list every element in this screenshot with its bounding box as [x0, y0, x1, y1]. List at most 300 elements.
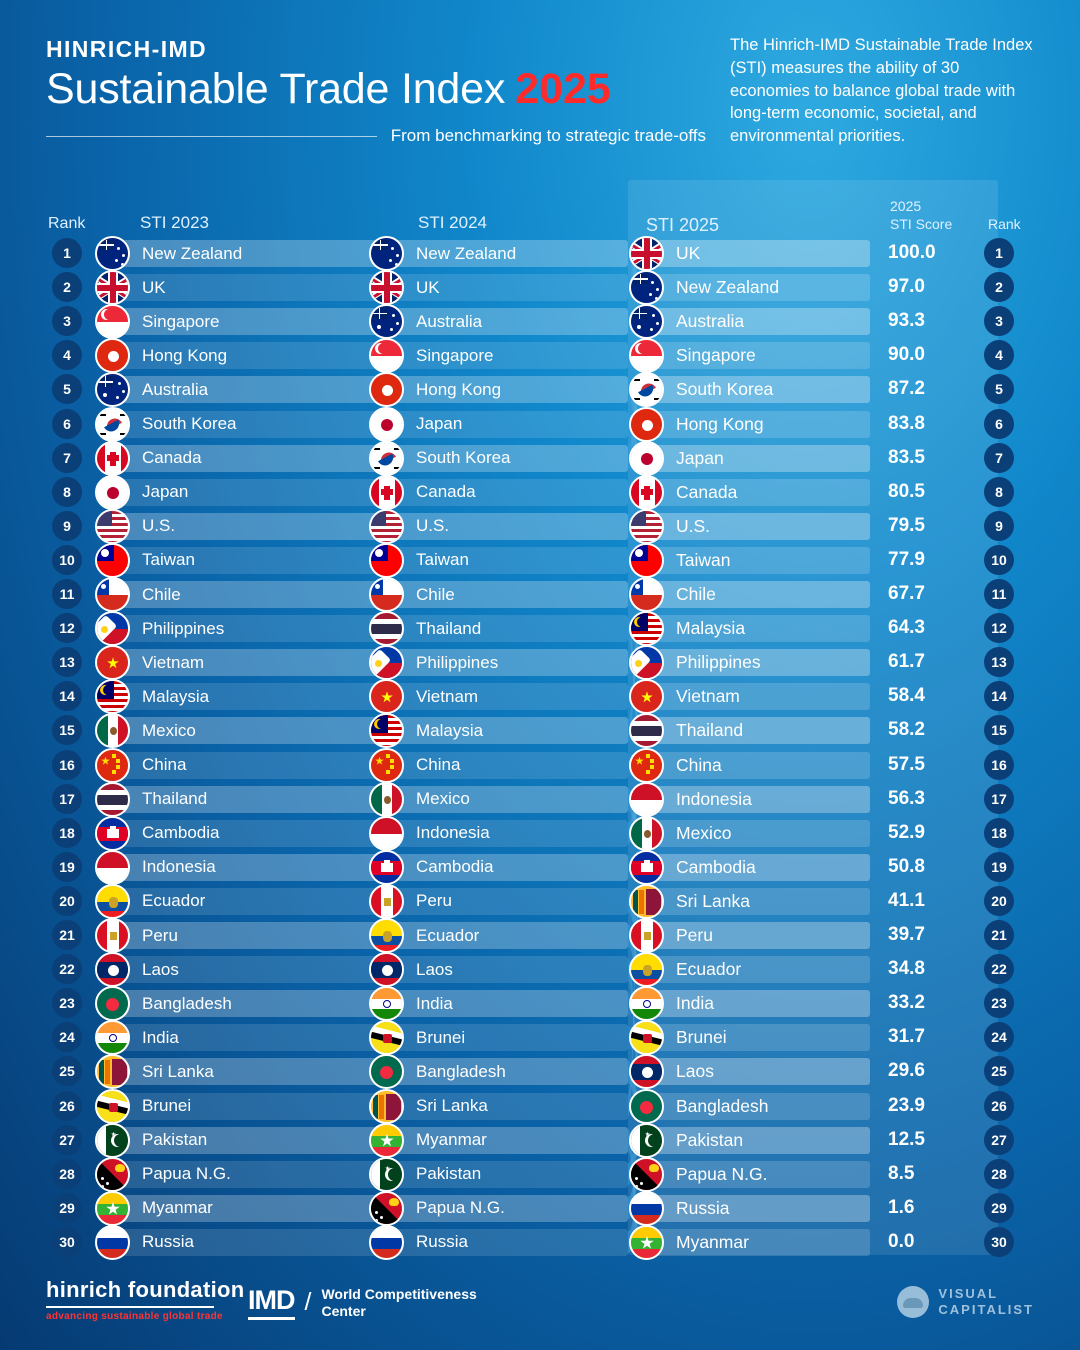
- country-label: Peru: [676, 925, 713, 945]
- country-label: Cambodia: [142, 823, 220, 843]
- table-row: [380, 1229, 628, 1256]
- table-row: [380, 1093, 628, 1120]
- rank-badge-left: 18: [52, 818, 82, 848]
- country-label: Philippines: [142, 618, 225, 638]
- rank-badge-right: 26: [984, 1091, 1014, 1121]
- table-row: [380, 479, 628, 506]
- table-row: [380, 342, 628, 369]
- rank-badge-right: 28: [984, 1159, 1014, 1189]
- flag-icon: [629, 884, 664, 919]
- country-label: Australia: [676, 311, 745, 332]
- sti-score-value: 12.5: [888, 1128, 925, 1150]
- hinrich-tagline: advancing sustainable global trade: [46, 1311, 223, 1322]
- country-label: South Korea: [676, 379, 774, 400]
- country-label: Philippines: [676, 652, 761, 673]
- country-label: Hong Kong: [416, 379, 502, 399]
- country-label: Brunei: [676, 1027, 727, 1048]
- flag-icon: [95, 713, 130, 748]
- table-row: [106, 581, 381, 608]
- country-label: Canada: [416, 482, 476, 502]
- flag-icon: [95, 270, 130, 305]
- table-row: [106, 240, 381, 267]
- flag-icon: [629, 407, 664, 442]
- imd-center-name: [321, 1286, 476, 1318]
- country-label: Mexico: [676, 822, 732, 843]
- flag-icon: [629, 338, 664, 373]
- table-row: [640, 1229, 870, 1256]
- table-row: [380, 820, 628, 847]
- flag-icon: [95, 952, 130, 987]
- country-label: Peru: [416, 891, 452, 911]
- country-label: UK: [416, 277, 440, 297]
- table-row: [640, 342, 870, 369]
- rank-badge-right: 24: [984, 1022, 1014, 1052]
- table-row: [640, 820, 870, 847]
- table-row: [640, 717, 870, 744]
- flag-icon: [629, 270, 664, 305]
- flag-icon: [629, 611, 664, 646]
- country-label: Laos: [416, 959, 453, 979]
- table-row: [106, 376, 381, 403]
- country-label: Sri Lanka: [416, 1096, 488, 1115]
- sti-score-value: 90.0: [888, 344, 925, 366]
- flag-icon: [369, 748, 404, 783]
- sti-score-value: 39.7: [888, 924, 925, 945]
- rank-badge-right: 5: [984, 374, 1014, 404]
- country-label: U.S.: [142, 516, 176, 536]
- visual-capitalist-icon: [897, 1286, 929, 1318]
- country-label: Indonesia: [416, 823, 490, 843]
- flag-icon: [95, 1020, 130, 1055]
- table-row: [640, 1093, 870, 1120]
- sti-score-value: 34.8: [888, 958, 925, 980]
- flag-icon: [95, 441, 130, 476]
- country-label: UK: [142, 277, 166, 297]
- country-label: Australia: [142, 379, 209, 399]
- table-row: [380, 445, 628, 472]
- table-row: [380, 1161, 628, 1188]
- rank-badge-left: 3: [52, 306, 82, 336]
- country-label: Peru: [142, 925, 178, 945]
- rank-badge-right: 25: [984, 1056, 1014, 1086]
- flag-icon: [369, 986, 404, 1021]
- country-label: Ecuador: [416, 925, 480, 945]
- country-label: U.S.: [416, 516, 450, 536]
- country-label: South Korea: [416, 448, 511, 468]
- rank-badge-left: 8: [52, 477, 82, 507]
- rank-badge-left: 12: [52, 613, 82, 643]
- imd-wordmark: IMD: [248, 1285, 295, 1320]
- title-year: 2025: [515, 65, 611, 113]
- country-label: Russia: [416, 1232, 468, 1252]
- table-row: [640, 1024, 870, 1051]
- flag-icon: [369, 509, 404, 544]
- country-label: Myanmar: [416, 1130, 487, 1150]
- table-row: [106, 649, 381, 676]
- country-label: Cambodia: [676, 856, 756, 877]
- column-header-score: STI Score: [890, 216, 953, 232]
- table-row: [380, 274, 628, 301]
- flag-icon: [629, 918, 664, 953]
- flag-icon: [95, 577, 130, 612]
- flag-icon: [629, 1020, 664, 1055]
- table-row: [640, 888, 870, 915]
- flag-icon: [369, 850, 404, 885]
- country-label: Laos: [142, 959, 179, 979]
- country-label: Pakistan: [416, 1164, 482, 1184]
- flag-icon: [95, 1089, 130, 1124]
- flag-icon: [369, 713, 404, 748]
- table-row: [106, 854, 381, 881]
- country-label: Thailand: [142, 789, 208, 809]
- column-header-sti-2025: STI 2025: [646, 215, 720, 235]
- rank-badge-left: 5: [52, 374, 82, 404]
- flag-icon: [95, 850, 130, 885]
- rank-badge-left: 15: [52, 715, 82, 745]
- rank-badge-left: 16: [52, 750, 82, 780]
- table-row: [640, 240, 870, 267]
- rank-badge-left: 23: [52, 988, 82, 1018]
- flag-icon: [369, 1020, 404, 1055]
- rank-badge-left: 25: [52, 1056, 82, 1086]
- flag-icon: [369, 236, 404, 271]
- imd-logo: [248, 1285, 477, 1320]
- table-row: [380, 376, 628, 403]
- table-row: [106, 274, 381, 301]
- table-row: [640, 411, 870, 438]
- rank-badge-right: 8: [984, 477, 1014, 507]
- page-footer: [0, 1260, 1080, 1350]
- rank-badge-left: 27: [52, 1125, 82, 1155]
- rank-badge-left: 22: [52, 954, 82, 984]
- sti-score-value: 79.5: [888, 514, 925, 536]
- country-label: Mexico: [142, 720, 196, 740]
- table-row: [106, 888, 381, 915]
- rank-badge-left: 13: [52, 647, 82, 677]
- table-row: [640, 274, 870, 301]
- table-row: [380, 956, 628, 983]
- imd-center-line2: Center: [321, 1302, 366, 1319]
- table-row: [106, 1127, 381, 1154]
- column-header-rank-right: Rank: [988, 216, 1021, 232]
- sti-score-value: 93.3: [888, 310, 925, 332]
- rank-badge-right: 19: [984, 852, 1014, 882]
- table-row: [106, 683, 381, 710]
- sti-score-value: 8.5: [888, 1162, 915, 1184]
- flag-icon: [95, 986, 130, 1021]
- flag-icon: [95, 543, 130, 578]
- flag-icon: [369, 782, 404, 817]
- table-row: [106, 342, 381, 369]
- country-label: South Korea: [142, 414, 237, 433]
- flag-icon: [369, 304, 404, 339]
- flag-icon: [369, 816, 404, 851]
- flag-icon: [95, 645, 130, 680]
- flag-icon: [369, 1054, 404, 1089]
- rank-badge-right: 4: [984, 340, 1014, 370]
- country-label: Brunei: [416, 1027, 466, 1047]
- country-label: Singapore: [676, 345, 756, 366]
- rank-badge-right: 1: [984, 238, 1014, 268]
- flag-icon: [629, 816, 664, 851]
- rank-badge-right: 2: [984, 272, 1014, 302]
- table-row: [640, 1195, 870, 1222]
- country-label: Brunei: [142, 1096, 192, 1115]
- table-row: [380, 752, 628, 779]
- table-row: [380, 1195, 628, 1222]
- sti-score-value: 64.3: [888, 617, 925, 639]
- brand-label: HINRICH-IMD: [46, 36, 208, 62]
- rank-badge-right: 30: [984, 1227, 1014, 1257]
- table-row: [106, 513, 381, 540]
- rank-badge-right: 29: [984, 1193, 1014, 1223]
- table-row: [640, 308, 870, 335]
- table-row: [380, 615, 628, 642]
- country-label: Malaysia: [416, 720, 484, 740]
- rank-badge-right: 11: [984, 579, 1014, 609]
- flag-icon: [629, 1123, 664, 1158]
- rank-badge-left: 17: [52, 784, 82, 814]
- flag-icon: [95, 475, 130, 510]
- table-row: [380, 683, 628, 710]
- table-row: [106, 752, 381, 779]
- flag-icon: [629, 543, 664, 578]
- flag-icon: [629, 372, 664, 407]
- flag-icon: [629, 679, 664, 714]
- rank-badge-left: 24: [52, 1022, 82, 1052]
- country-label: Myanmar: [142, 1198, 213, 1218]
- table-row: [106, 1024, 381, 1051]
- country-label: Malaysia: [676, 618, 746, 639]
- flag-icon: [629, 1157, 664, 1192]
- sti-score-value: 56.3: [888, 787, 925, 809]
- flag-icon: [95, 372, 130, 407]
- subtitle-text: From benchmarking to strategic trade-offs: [390, 126, 706, 145]
- country-label: Philippines: [416, 652, 499, 672]
- flag-icon: [629, 1089, 664, 1124]
- table-row: [640, 615, 870, 642]
- table-row: [106, 990, 381, 1017]
- sti-score-value: 67.7: [888, 583, 925, 604]
- rank-badge-right: 15: [984, 715, 1014, 745]
- table-row: [640, 376, 870, 403]
- column-header-sti-2024: STI 2024: [418, 213, 487, 232]
- country-label: Taiwan: [142, 550, 195, 570]
- flag-icon: [369, 679, 404, 714]
- sti-score-value: 83.8: [888, 412, 925, 434]
- flag-icon: [369, 338, 404, 373]
- table-row: [640, 479, 870, 506]
- table-row: [640, 1127, 870, 1154]
- table-row: [380, 581, 628, 608]
- table-row: [106, 445, 381, 472]
- table-row: [380, 240, 628, 267]
- country-label: Russia: [142, 1232, 194, 1252]
- table-row: [640, 1058, 870, 1085]
- flag-icon: [629, 509, 664, 544]
- column-header-rank-left: Rank: [48, 215, 86, 232]
- sti-score-value: 87.2: [888, 378, 925, 400]
- country-label: Singapore: [416, 345, 494, 365]
- flag-icon: [95, 782, 130, 817]
- table-row: [640, 786, 870, 813]
- flag-icon: [629, 1054, 664, 1089]
- table-row: [640, 683, 870, 710]
- table-row: [106, 922, 381, 949]
- table-row: [640, 990, 870, 1017]
- imd-center-line1: World Competitiveness: [321, 1286, 477, 1303]
- country-label: Thailand: [416, 618, 482, 638]
- vc-line1: VISUAL: [938, 1285, 999, 1301]
- flag-icon: [95, 509, 130, 544]
- table-row: [106, 308, 381, 335]
- table-row: [380, 786, 628, 813]
- rank-badge-right: 13: [984, 647, 1014, 677]
- flag-icon: [95, 407, 130, 442]
- country-label: Chile: [142, 584, 181, 604]
- flag-icon: [95, 748, 130, 783]
- flag-icon: [369, 270, 404, 305]
- country-label: Bangladesh: [676, 1095, 769, 1116]
- vc-line2: CAPITALIST: [938, 1301, 1034, 1317]
- country-label: China: [416, 755, 461, 774]
- table-row: [380, 1024, 628, 1051]
- flag-icon: [629, 441, 664, 476]
- country-label: Sri Lanka: [142, 1061, 214, 1081]
- table-row: [380, 1058, 628, 1085]
- sti-score-value: 23.9: [888, 1094, 925, 1116]
- sti-score-value: 41.1: [888, 889, 925, 911]
- country-label: Canada: [676, 481, 738, 502]
- table-row: [106, 1195, 381, 1222]
- country-label: Laos: [676, 1061, 714, 1082]
- country-label: Pakistan: [142, 1130, 208, 1150]
- country-label: Japan: [416, 414, 463, 433]
- country-label: Sri Lanka: [676, 890, 750, 911]
- country-label: Chile: [676, 584, 716, 604]
- country-label: Cambodia: [416, 857, 494, 877]
- flag-icon: [629, 1191, 664, 1226]
- sti-score-value: 58.2: [888, 719, 925, 741]
- flag-icon: [369, 1089, 404, 1124]
- flag-icon: [629, 748, 664, 783]
- sti-score-value: 52.9: [888, 821, 925, 843]
- flag-icon: [629, 1225, 664, 1260]
- sti-score-value: 0.0: [888, 1230, 915, 1252]
- hinrich-foundation-logo: [46, 1277, 244, 1322]
- table-row: [380, 513, 628, 540]
- table-row: [106, 786, 381, 813]
- table-row: [106, 547, 381, 574]
- country-label: Japan: [142, 482, 189, 502]
- sti-score-value: 1.6: [888, 1196, 915, 1218]
- table-row: [106, 411, 381, 438]
- table-row: [640, 445, 870, 472]
- rank-badge-left: 29: [52, 1193, 82, 1223]
- table-row: [640, 956, 870, 983]
- country-label: China: [142, 755, 187, 774]
- flag-icon: [369, 952, 404, 987]
- rank-badge-left: 19: [52, 852, 82, 882]
- rank-badge-right: 6: [984, 409, 1014, 439]
- flag-icon: [95, 1157, 130, 1192]
- rank-badge-right: 22: [984, 954, 1014, 984]
- country-label: Pakistan: [676, 1129, 744, 1150]
- country-label: Taiwan: [416, 550, 469, 570]
- flag-icon: [369, 645, 404, 680]
- country-label: Thailand: [676, 720, 744, 741]
- table-row: [640, 649, 870, 676]
- table-row: [380, 717, 628, 744]
- country-label: Hong Kong: [142, 345, 228, 365]
- country-label: Vietnam: [416, 686, 479, 706]
- table-row: [380, 1127, 628, 1154]
- country-label: Indonesia: [142, 857, 216, 877]
- table-row: [106, 1058, 381, 1085]
- table-row: [106, 820, 381, 847]
- table-row: [106, 956, 381, 983]
- rank-badge-left: 26: [52, 1091, 82, 1121]
- country-label: Russia: [676, 1197, 730, 1218]
- sti-score-value: 29.6: [888, 1060, 925, 1082]
- flag-icon: [95, 918, 130, 953]
- sti-score-value: 57.5: [888, 753, 925, 775]
- country-label: Hong Kong: [676, 413, 764, 434]
- table-row: [640, 922, 870, 949]
- flag-icon: [629, 986, 664, 1021]
- rank-badge-right: 9: [984, 511, 1014, 541]
- table-row: [106, 1229, 381, 1256]
- rank-badge-right: 7: [984, 443, 1014, 473]
- table-row: [640, 581, 870, 608]
- table-row: [380, 308, 628, 335]
- flag-icon: [95, 1123, 130, 1158]
- flag-icon: [95, 611, 130, 646]
- table-row: [380, 990, 628, 1017]
- rank-badge-right: 17: [984, 784, 1014, 814]
- flag-icon: [95, 1191, 130, 1226]
- table-row: [380, 922, 628, 949]
- sti-score-value: 31.7: [888, 1026, 925, 1048]
- hinrich-divider: [46, 1306, 214, 1308]
- column-header-score-year: 2025: [890, 198, 922, 214]
- table-row: [640, 752, 870, 779]
- country-label: Papua N.G.: [142, 1164, 231, 1184]
- country-label: Malaysia: [142, 686, 210, 706]
- rank-badge-left: 28: [52, 1159, 82, 1189]
- country-label: India: [416, 993, 453, 1013]
- country-label: Indonesia: [676, 788, 752, 809]
- flag-icon: [369, 918, 404, 953]
- rank-badge-left: 10: [52, 545, 82, 575]
- flag-icon: [369, 372, 404, 407]
- flag-icon: [629, 645, 664, 680]
- table-row: [640, 547, 870, 574]
- country-label: Australia: [416, 311, 483, 331]
- rank-badge-left: 14: [52, 681, 82, 711]
- country-label: U.S.: [676, 515, 711, 536]
- flag-icon: [95, 1225, 130, 1260]
- country-label: New Zealand: [416, 243, 517, 263]
- sti-score-value: 77.9: [888, 548, 925, 570]
- table-row: [640, 513, 870, 540]
- flag-icon: [629, 475, 664, 510]
- country-label: China: [676, 754, 722, 775]
- flag-icon: [369, 1191, 404, 1226]
- table-row: [380, 854, 628, 881]
- flag-icon: [629, 577, 664, 612]
- country-label: New Zealand: [142, 243, 243, 263]
